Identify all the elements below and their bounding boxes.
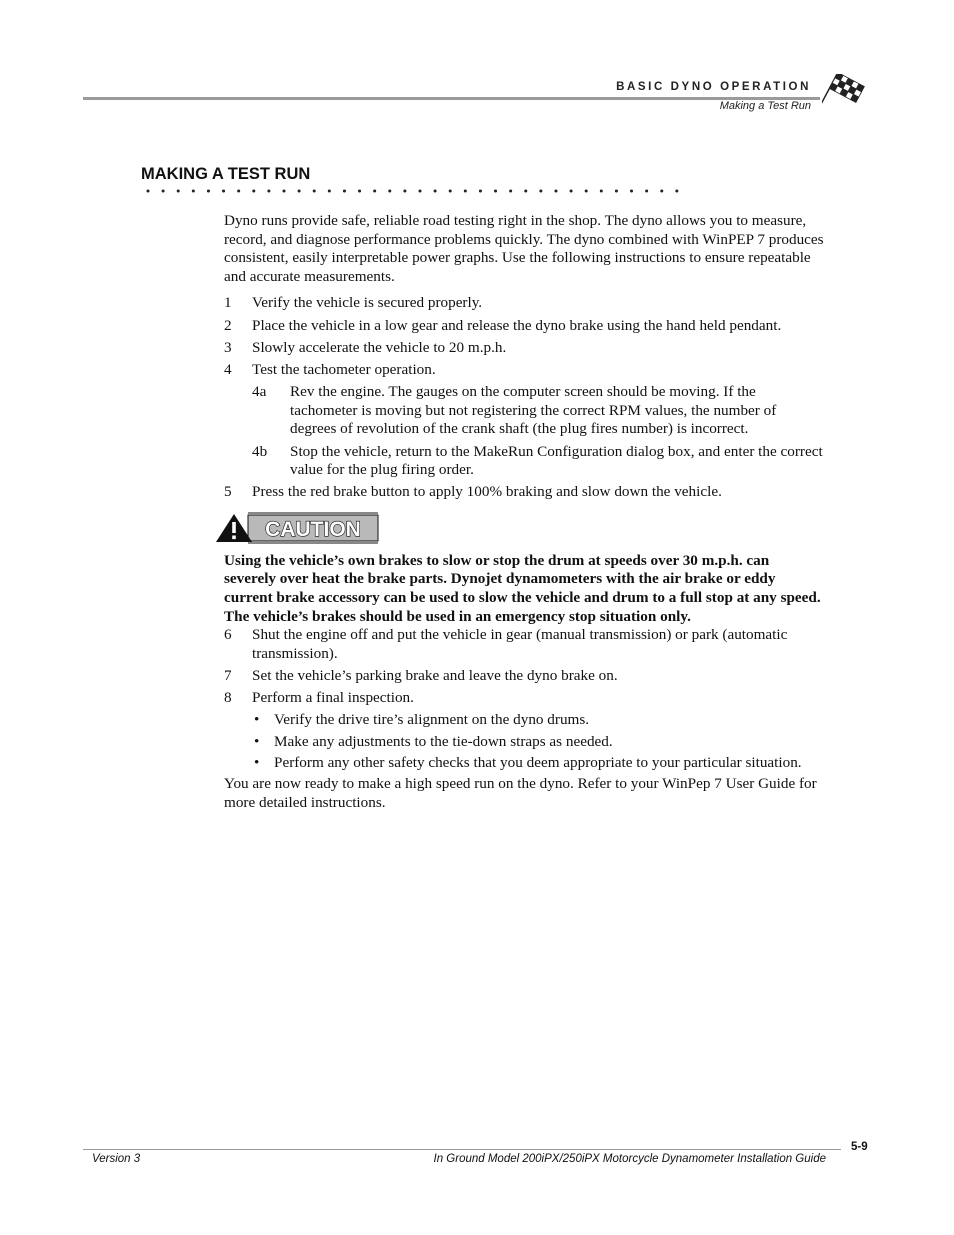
closing-paragraph: You are now ready to make a high speed run on the dyno. Refer to your WinPep 7 User Guide for more detailed instructions. (224, 774, 817, 811)
list-item (252, 733, 824, 752)
list-item (224, 361, 824, 380)
header-rule (83, 97, 820, 100)
step-text: Verify the vehicle is secured properly. (252, 294, 483, 312)
substep-number: 4b (252, 442, 268, 460)
caution-badge (214, 512, 380, 544)
list-item (252, 443, 824, 480)
bullet-mark: • (254, 732, 260, 750)
page-title: MAKING A TEST RUN (141, 165, 311, 183)
step-number: 1 (224, 294, 232, 312)
chapter-heading: BASIC DYNO OPERATION (616, 81, 811, 93)
intro-paragraph: Dyno runs provide safe, reliable road testing right in the shop. The dyno allows you to measure, record, and diagnose performance problems quickly. The dyno combined with WinPEP 7 produces consistent, easily interpretable power graphs. Use the following instructions to ensure repeatable and accurate measurements. (224, 212, 824, 285)
dotted-rule (141, 186, 686, 196)
step-text: Set the vehicle’s parking brake and leave the dyno brake on. (252, 667, 618, 685)
substep-text: Rev the engine. The gauges on the computer screen should be moving. If the tachometer is moving but not registering the correct RPM values, the number of degrees of revolution of the crank shaft (the plug fires number) is incorrect. (290, 383, 777, 438)
bullet-text: Perform any other safety checks that you deem appropriate to your particular situation. (274, 753, 802, 771)
bullet-text: Verify the drive tire’s alignment on the dyno drums. (274, 711, 590, 729)
step-text: Test the tachometer operation. (252, 360, 436, 378)
step-number: 4 (224, 360, 232, 378)
step-number: 7 (224, 667, 232, 685)
list-item (224, 294, 824, 313)
footer-guide-title: In Ground Model 200iPX/250iPX Motorcycle Dynamometer Installation Guide (433, 1153, 826, 1165)
step-number: 8 (224, 689, 232, 707)
step-text: Perform a final inspection. (252, 689, 414, 707)
list-item (252, 383, 824, 439)
step-number: 6 (224, 626, 232, 644)
checkered-flag-icon (822, 74, 866, 116)
bullet-text: Make any adjustments to the tie-down straps as needed. (274, 732, 613, 750)
substep-text: Stop the vehicle, return to the MakeRun Configuration dialog box, and enter the correct value for the plug firing order. (290, 442, 823, 479)
list-item (224, 483, 824, 502)
warning-icon (232, 522, 236, 539)
list-item (224, 667, 824, 686)
step-text: Shut the engine off and put the vehicle in gear (manual transmission) or park (automatic transmission). (252, 626, 788, 662)
section-heading: Making a Test Run (719, 100, 811, 112)
footer-rule (83, 1149, 841, 1150)
body-content (224, 212, 824, 812)
caution-header (224, 512, 824, 552)
list-item (252, 754, 824, 773)
step-number: 5 (224, 483, 232, 501)
list-item (224, 317, 824, 336)
step-number: 3 (224, 338, 232, 356)
bullet-mark: • (254, 711, 260, 729)
step-text: Slowly accelerate the vehicle to 20 m.p.h. (252, 338, 507, 356)
footer-version: Version 3 (92, 1153, 141, 1165)
bullet-mark: • (254, 753, 260, 771)
substep-number: 4a (252, 383, 267, 401)
caution-text: Using the vehicle’s own brakes to slow or stop the drum at speeds over 30 m.p.h. can severely over heat the brake parts. Dynojet dynamometers with the air brake or eddy current brake accessory can be used to slow the vehicle and drum to a full stop at any speed. The vehicle’s brakes should be used in an emergency stop situation only. (224, 551, 821, 625)
list-item (224, 689, 824, 708)
list-item (252, 711, 824, 730)
list-item (224, 626, 824, 663)
step-number: 2 (224, 316, 232, 334)
step-text: Place the vehicle in a low gear and release the dyno brake using the hand held pendant. (252, 316, 782, 334)
caution-label: CAUTION (265, 517, 361, 541)
page-number: 5-9 (851, 1141, 868, 1153)
step-text: Press the red brake button to apply 100% braking and slow down the vehicle. (252, 483, 722, 501)
list-item (224, 339, 824, 358)
